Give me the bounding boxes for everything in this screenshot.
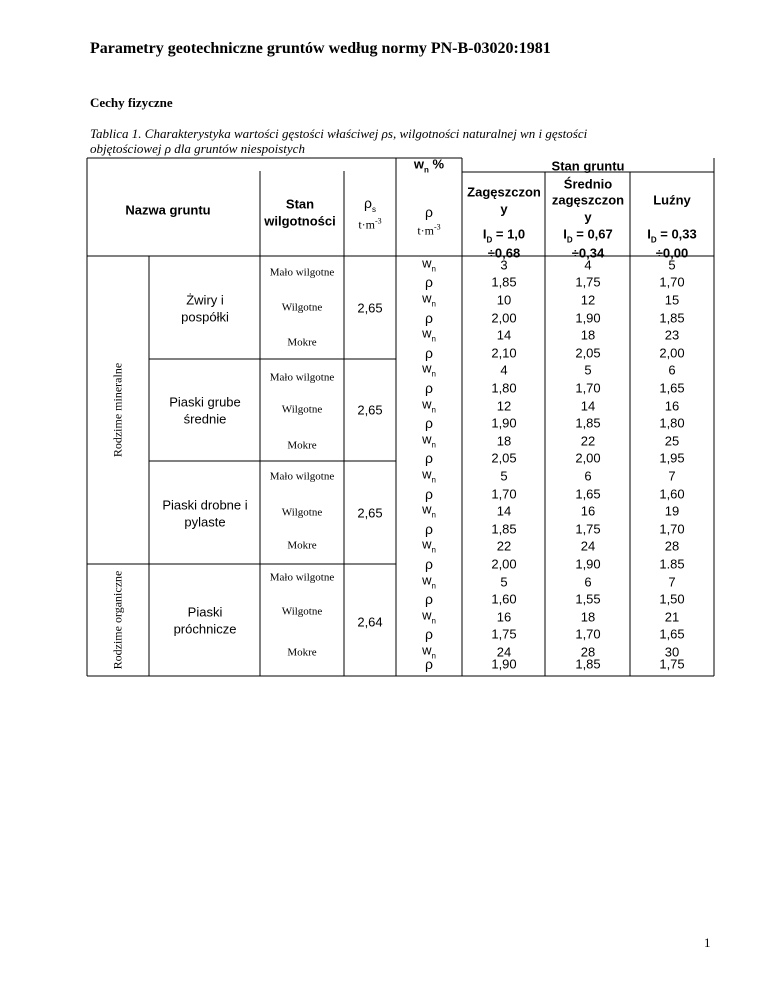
rho-s-value: 2,65 (357, 505, 383, 520)
param-wn: $w_n$ (422, 501, 436, 520)
state-wilg: Wilgotne (281, 301, 323, 314)
value-srednio: 6 (584, 574, 592, 590)
param-rho: ρ (425, 415, 433, 432)
value-zageszczony: 12 (496, 398, 512, 414)
value-srednio: 12 (580, 292, 596, 308)
header-col1-id: $I_D = 1,0$ (482, 226, 526, 245)
header-col3-range: ÷0,00 (655, 245, 689, 261)
value-luzny: 25 (664, 433, 680, 449)
caption-line-1: Tablica 1. Charakterystyka wartości gęstości właściwej ρs, wilgotności naturalnej wn i gęstości (90, 126, 588, 141)
param-wn: $w_n$ (422, 537, 436, 555)
value-zageszczony: 1,90 (491, 656, 517, 672)
value-zageszczony: 3 (500, 257, 508, 273)
param-wn: $w_n$ (422, 255, 436, 274)
soil-name-2-1: Piaski drobne i (162, 497, 248, 512)
soil-name-1-2: średnie (183, 411, 227, 427)
header-col2-range: ÷0,34 (571, 245, 605, 261)
value-zageszczony: 1,80 (491, 380, 517, 396)
param-wn: $w_n$ (422, 642, 436, 661)
page-title: Parametry geotechniczne gruntów według normy PN-B-03020:1981 (90, 40, 551, 57)
value-luzny: 1,85 (659, 310, 685, 326)
param-wn: $w_n$ (422, 607, 436, 626)
value-zageszczony: 2,10 (491, 345, 517, 361)
header-rho: ρ (425, 204, 433, 220)
value-zageszczony: 14 (496, 503, 512, 519)
state-malo: Mało wilgotne (269, 371, 335, 384)
value-zageszczony: 1,75 (491, 626, 517, 642)
value-srednio: 28 (580, 644, 596, 660)
soil-name-0-2: pospółki (181, 309, 229, 324)
state-wilg: Wilgotne (281, 605, 323, 618)
header-rho-s: $\rho_s$ (364, 195, 376, 214)
state-mokre: Mokre (287, 646, 317, 659)
value-srednio: 24 (580, 538, 596, 554)
header-rho-s-unit: $t\cdot m^{-3}$ (358, 216, 382, 232)
soil-name-3-2: próchnicze (173, 621, 237, 637)
param-rho: ρ (425, 485, 433, 502)
value-luzny: 1,70 (659, 521, 685, 537)
value-luzny: 1,95 (659, 450, 685, 466)
state-wilg: Wilgotne (281, 506, 323, 519)
value-luzny: 21 (664, 609, 680, 625)
param-wn: $w_n$ (422, 396, 436, 414)
header-col2-b: zagęszczon (551, 192, 625, 208)
value-zageszczony: 2,05 (491, 450, 517, 466)
value-luzny: 1,60 (659, 486, 685, 502)
param-rho: ρ (425, 309, 433, 326)
rho-s-value: 2,65 (357, 402, 383, 418)
value-zageszczony: 4 (500, 362, 508, 378)
header-col2-a: Średnio (563, 176, 613, 192)
section-heading: Cechy fizyczne (90, 95, 173, 110)
header-col1-a: Zagęszczon (467, 184, 541, 200)
value-srednio: 1,85 (575, 415, 601, 431)
value-luzny: 7 (668, 468, 676, 484)
value-srednio: 18 (580, 609, 596, 625)
value-luzny: 7 (668, 574, 676, 590)
value-srednio: 6 (584, 468, 592, 484)
soil-name-1-1: Piaski grube (169, 394, 241, 410)
param-wn: $w_n$ (422, 325, 436, 344)
caption-line-2: objętościowej ρ dla gruntów niespoistych (90, 141, 305, 156)
value-luzny: 1,65 (659, 380, 685, 396)
value-srednio: 2,00 (575, 450, 601, 466)
param-rho: ρ (425, 626, 433, 643)
value-srednio: 14 (580, 398, 596, 414)
page-number: 1 (704, 935, 711, 950)
header-col1-b: y (500, 201, 508, 217)
value-zageszczony: 1,60 (491, 591, 517, 607)
value-srednio: 1,90 (575, 310, 601, 326)
value-srednio: 1,90 (575, 556, 601, 572)
value-luzny: 1,70 (659, 274, 685, 290)
value-zageszczony: 2,00 (491, 556, 517, 572)
param-wn: $w_n$ (422, 466, 436, 485)
value-srednio: 18 (580, 327, 596, 343)
value-luzny: 1,50 (659, 591, 685, 607)
value-luzny: 5 (668, 257, 676, 273)
state-mokre: Mokre (287, 439, 317, 452)
header-wn-percent: $w_n$ % (413, 156, 445, 175)
header-stan-gruntu: Stan gruntu (551, 158, 625, 174)
param-rho: ρ (425, 380, 433, 396)
header-col3-a: Luźny (653, 192, 691, 208)
param-rho: ρ (425, 274, 433, 291)
state-mokre: Mokre (287, 539, 317, 552)
value-zageszczony: 5 (500, 574, 508, 590)
rho-s-value: 2,65 (357, 300, 383, 315)
soil-name-2-2: pylaste (184, 514, 226, 529)
state-wilg: Wilgotne (281, 403, 323, 416)
state-malo: Mało wilgotne (269, 470, 335, 483)
header-rho-unit: $t\cdot m^{-3}$ (417, 222, 441, 238)
header-stan-1: Stan (285, 196, 315, 212)
value-zageszczony: 1,85 (491, 274, 517, 290)
value-srednio: 22 (580, 433, 596, 449)
value-luzny: 19 (664, 503, 680, 519)
value-srednio: 4 (584, 257, 592, 273)
value-srednio: 2,05 (575, 345, 601, 361)
value-luzny: 16 (664, 398, 680, 414)
value-zageszczony: 5 (500, 468, 508, 484)
value-luzny: 2,00 (659, 345, 685, 361)
value-luzny: 6 (668, 362, 676, 378)
value-zageszczony: 10 (496, 292, 512, 308)
state-malo: Mało wilgotne (269, 571, 335, 584)
value-zageszczony: 16 (496, 609, 512, 625)
value-zageszczony: 14 (496, 327, 512, 343)
soil-name-3-1: Piaski (187, 604, 223, 620)
value-zageszczony: 1,70 (491, 486, 517, 502)
value-srednio: 1,75 (575, 521, 601, 537)
value-zageszczony: 22 (496, 538, 512, 554)
table-caption (90, 126, 710, 156)
value-luzny: 1,65 (659, 626, 685, 642)
value-zageszczony: 24 (496, 644, 512, 660)
value-srednio: 1,55 (575, 591, 601, 607)
rho-s-value: 2,64 (357, 614, 383, 630)
value-luzny: 23 (664, 327, 680, 343)
value-luzny: 28 (664, 538, 680, 554)
value-luzny: 30 (664, 644, 680, 660)
value-srednio: 1,65 (575, 486, 601, 502)
header-nazwa-gruntu: Nazwa gruntu (125, 202, 211, 218)
value-zageszczony: 1,85 (491, 521, 517, 537)
param-wn: $w_n$ (422, 572, 436, 590)
value-srednio: 16 (580, 503, 596, 519)
header-col1-range: ÷0,68 (487, 245, 521, 261)
value-srednio: 1,75 (575, 274, 601, 290)
value-srednio: 1,70 (575, 380, 601, 396)
value-zageszczony: 18 (496, 433, 512, 449)
param-rho: ρ (425, 520, 433, 537)
soil-name-0-1: Żwiry i (186, 292, 224, 307)
category-mineral: Rodzime mineralne (110, 362, 125, 458)
param-rho: ρ (425, 656, 433, 672)
category-organic: Rodzime organiczne (110, 570, 125, 670)
value-luzny: 1,80 (659, 415, 685, 431)
header-col2-id: $I_D = 0,67$ (563, 226, 613, 245)
param-wn: $w_n$ (422, 431, 436, 450)
header-stan-2: wilgotności (264, 213, 336, 229)
param-rho: ρ (425, 591, 433, 608)
value-zageszczony: 1,90 (491, 415, 517, 431)
header-col3-id: $I_D = 0,33$ (647, 226, 697, 245)
value-srednio: 1,70 (575, 626, 601, 642)
state-mokre: Mokre (287, 336, 317, 349)
param-rho: ρ (425, 450, 433, 467)
param-rho: ρ (425, 344, 433, 361)
value-luzny: 15 (664, 292, 680, 308)
value-luzny: 1.85 (659, 556, 685, 572)
value-zageszczony: 2,00 (491, 310, 517, 326)
header-col2-c: y (584, 209, 592, 225)
param-wn: $w_n$ (422, 361, 436, 379)
param-rho: ρ (425, 556, 433, 572)
value-srednio: 5 (584, 362, 592, 378)
state-malo: Mało wilgotne (269, 266, 335, 279)
value-luzny: 1,75 (659, 656, 685, 672)
value-srednio: 1,85 (575, 656, 601, 672)
param-wn: $w_n$ (422, 290, 436, 309)
